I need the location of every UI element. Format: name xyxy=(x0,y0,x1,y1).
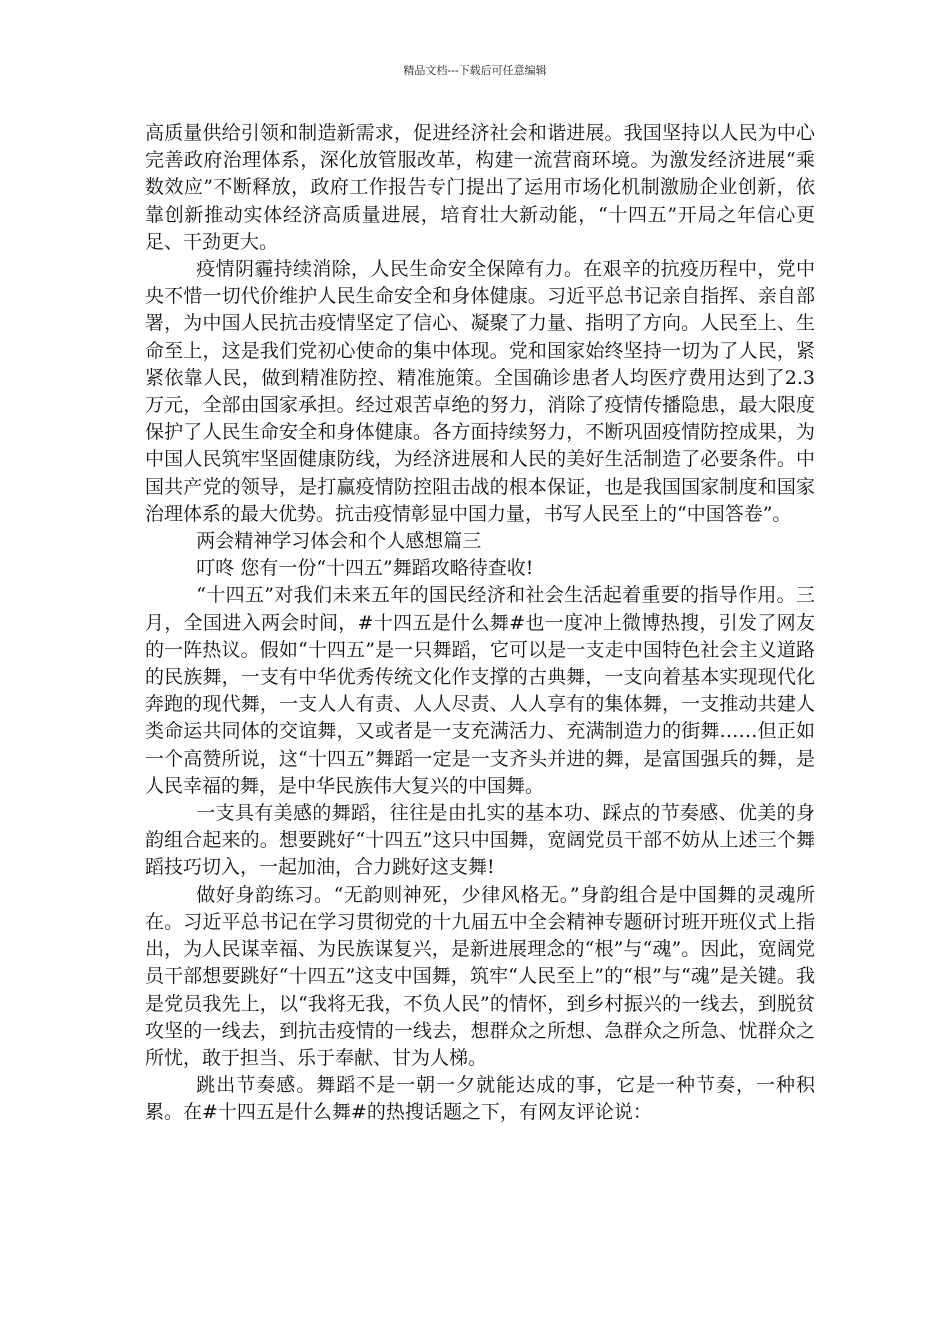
paragraph-dance-skills: 一支具有美感的舞蹈，往往是由扎实的基本功、踩点的节奏感、优美的身韵组合起来的。想要跳好“十四五”这只中国舞，宽阔党员干部不妨从上述三个舞蹈技巧切入，一起加油，合力跳好这支舞! xyxy=(145,802,815,879)
paragraph-continuation: 高质量供给引领和制造新需求，促进经济社会和谐进展。我国坚持以人民为中心完善政府治理体系，深化放管服改革，构建一流营商环境。为激发经济进展“乘数效应”不断释放，政府工作报告专门提出了运用市场化机制激励企业创新，依靠创新推动实体经济高质量进展，培育壮大新动能，“十四五”开局之年信心更足、干劲更大。 xyxy=(145,122,815,253)
document-body xyxy=(145,120,815,1127)
section-subtitle: 叮咚 您有一份“十四五”舞蹈攻略待查收! xyxy=(196,557,534,580)
page-header: 精品文档---下载后可任意编辑 xyxy=(403,64,547,77)
paragraph-epidemic: 疫情阴霾持续消除，人民生命安全保障有力。在艰辛的抗疫历程中，党中央不惜一切代价维护人民生命安全和身体健康。习近平总书记亲自指挥、亲自部署，为中国人民抗击疫情坚定了信心、凝聚了力量、指明了方向。人民至上、生命至上，这是我们党初心使命的集中体现。党和国家始终坚持一切为了人民，紧紧依靠人民，做到精准防控、精准施策。全国确诊患者人均医疗费用达到了2.3万元，全部由国家承担。经过艰苦卓绝的努力，消除了疫情传播隐患，最大限度保护了人民生命安全和身体健康。各方面持续努力，不断巩固疫情防控成果，为中国人民筑牢坚固健康防线，为经济进展和人民的美好生活制造了必要条件。中国共产党的领导，是打赢疫情防控阻击战的根本保证，也是我国国家制度和国家治理体系的最大优势。抗击疫情彰显中国力量，书写人民至上的“中国答卷”。 xyxy=(145,258,815,525)
section-title: 两会精神学习体会和个人感想篇三 xyxy=(196,530,482,553)
paragraph-intro: “十四五”对我们未来五年的国民经济和社会生活起着重要的指导作用。三月，全国进入两会时间，#十四五是什么舞#也一度冲上微博热搜，引发了网友的一阵热议。假如“十四五”是一只舞蹈，它可以是一支走中国特色社会主义道路的民族舞，一支有中华优秀传统文化作支撑的古典舞，一支向着基本实现现代化奔跑的现代舞，一支人人有责、人人尽责、人人享有的集体舞，一支推动共建人类命运共同体的交谊舞，又或者是一支充满活力、充满制造力的街舞……但正如一个高赞所说，这“十四五”舞蹈一定是一支齐头并进的舞，是富国强兵的舞，是人民幸福的舞，是中华民族伟大复兴的中国舞。 xyxy=(145,584,815,797)
paragraph-tempo: 跳出节奏感。舞蹈不是一朝一夕就能达成的事，它是一种节奏，一种积累。在#十四五是什么舞#的热搜话题之下，有网友评论说： xyxy=(145,1074,815,1124)
paragraph-body-rhythm: 做好身韵练习。“无韵则神死，少律风格无。”身韵组合是中国舞的灵魂所在。习近平总书记在学习贯彻党的十九届五中全会精神专题研讨班开班仪式上指出，为人民谋幸福、为民族谋复兴，是新进展理念的“根”与“魂”。因此，宽阔党员干部想要跳好“十四五”这支中国舞，筑牢“人民至上”的“根”与“魂”是关键。我是党员我先上，以“我将无我，不负人民”的情怀，到乡村振兴的一线去，到脱贫攻坚的一线去，到抗击疫情的一线去，想群众之所想、急群众之所急、忧群众之所忧，敢于担当、乐于奉献、甘为人梯。 xyxy=(145,883,815,1069)
